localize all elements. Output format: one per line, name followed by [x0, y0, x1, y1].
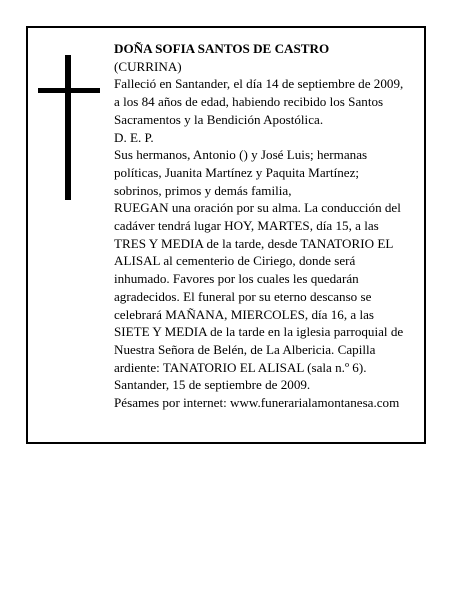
cross-vertical-bar: [65, 55, 71, 200]
text-line: SIETE Y MEDIA de la tarde en la iglesia parroquial de: [114, 324, 404, 340]
text-line: Sus hermanos, Antonio () y José Luis; hermanas: [114, 147, 368, 163]
text-line: agradecidos. El funeral por su eterno descanso se: [114, 288, 372, 304]
deceased-nickname: (CURRINA): [114, 58, 182, 74]
text-line: Sacramentos y la Bendición Apostólica.: [114, 111, 324, 127]
text-line: inhumado. Favores por los cuales les quedarán: [114, 271, 359, 287]
obituary-notice: [26, 26, 426, 444]
text-line: cadáver tendrá lugar HOY, MARTES, día 15, a las: [114, 218, 379, 234]
cross-horizontal-bar: [38, 88, 100, 93]
text-line: TRES Y MEDIA de la tarde, desde TANATORIO EL: [114, 235, 394, 251]
rip-line: D. E. P.: [114, 129, 154, 145]
latin-cross-icon: [38, 55, 100, 200]
notice-body: [114, 40, 420, 412]
deceased-name: DOÑA SOFIA SANTOS DE CASTRO: [114, 41, 330, 56]
text-line: Falleció en Santander, el día 14 de septiembre de 2009,: [114, 76, 404, 92]
text-line: ardiente: TANATORIO EL ALISAL (sala n.º 6).: [114, 359, 367, 375]
text-line: sobrinos, primos y demás familia,: [114, 182, 292, 198]
text-line: políticas, Juanita Martínez y Paquita Martínez;: [114, 164, 360, 180]
text-line: a los 84 años de edad, habiendo recibido los Santos: [114, 94, 384, 110]
text-line: ALISAL al cementerio de Ciriego, donde será: [114, 253, 356, 269]
condolences-line: Pésames por internet: www.funerarialamontanesa.com: [114, 395, 400, 411]
text-line: RUEGAN una oración por su alma. La conducción del: [114, 200, 401, 216]
text-line: celebrará MAÑANA, MIERCOLES, día 16, a las: [114, 306, 374, 322]
date-line: Santander, 15 de septiembre de 2009.: [114, 377, 311, 393]
text-line: Nuestra Señora de Belén, de La Albericia. Capilla: [114, 341, 376, 357]
